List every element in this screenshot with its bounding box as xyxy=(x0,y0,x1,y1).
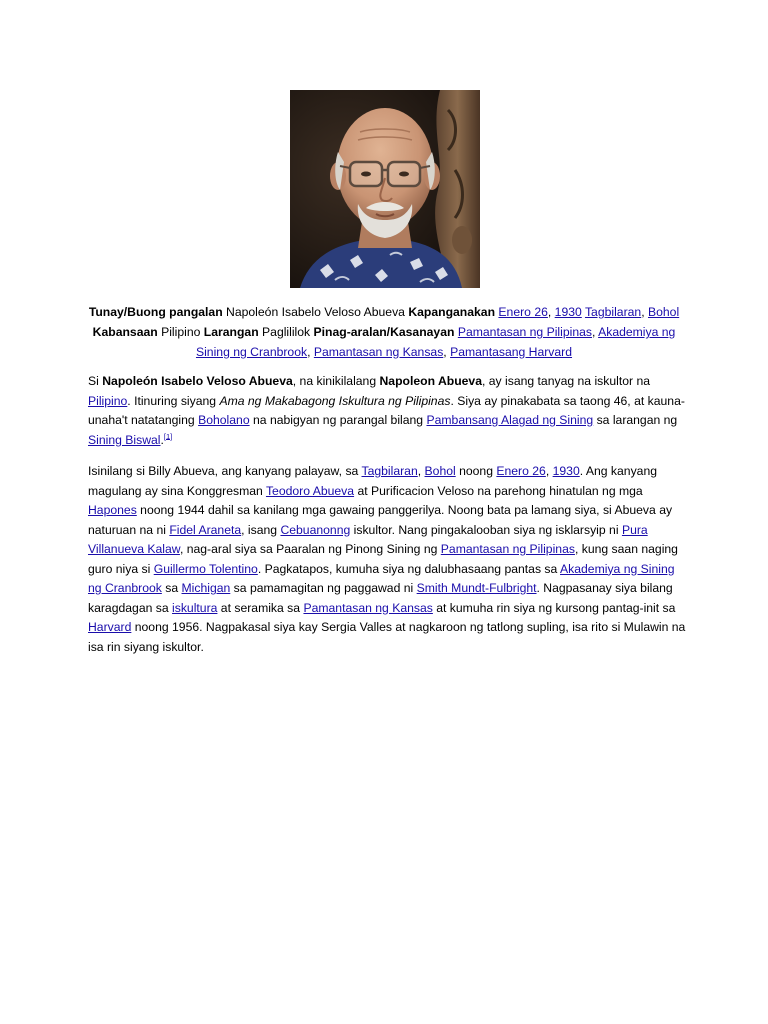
p1-text: . Siya ay pinakabata sa taong 46, at kauna-unaha't natatanging xyxy=(88,393,685,427)
education-link-up[interactable]: Pamantasan ng Pilipinas xyxy=(457,325,592,339)
p1-text: Si xyxy=(88,374,103,388)
link-guillermo-tolentino[interactable]: Guillermo Tolentino xyxy=(153,561,258,576)
p2-text: iskultor. Nang pingakalooban siya ng isklarsyip ni xyxy=(350,522,622,537)
honorific-title: Ama ng Makabagong Iskultura ng Pilipinas xyxy=(219,393,451,408)
education-link-kansas[interactable]: Pamantasan ng Kansas xyxy=(313,345,444,359)
p2-text: noong xyxy=(455,464,497,478)
link-visual-arts[interactable]: Sining Biswal xyxy=(88,432,161,447)
subject-alias: Napoleon Abueva xyxy=(379,374,482,388)
reference-link-1[interactable]: [1] xyxy=(163,431,173,441)
portrait-photo xyxy=(290,90,480,288)
field-label: Larangan xyxy=(203,325,259,339)
link-michigan[interactable]: Michigan xyxy=(181,581,231,595)
p2-text: . Pagkatapos, kumuha siya ng dalubhasaang pantas sa xyxy=(257,561,561,576)
p1-text: . Itinuring siyang xyxy=(127,393,220,408)
link-teodoro-abueva[interactable]: Teodoro Abueva xyxy=(265,483,355,498)
birth-city-link[interactable]: Tagbilaran xyxy=(584,305,642,319)
birth-date-link[interactable]: Enero 26 xyxy=(498,305,548,319)
link-up[interactable]: Pamantasan ng Pilipinas xyxy=(440,542,575,556)
link-birth-year[interactable]: 1930 xyxy=(552,464,580,478)
p2-text: noong 1956. Nagpakasal siya kay Sergia Valles at nagkaroon ng tatlong supling, isa rito si Mulawin na isa rin siyang iskultor. xyxy=(88,620,686,654)
p1-text: , ay isang tanyag na iskultor na xyxy=(481,374,651,388)
full-name-label: Tunay/Buong pangalan xyxy=(88,305,223,319)
education-link-harvard[interactable]: Pamantasang Harvard xyxy=(450,345,573,359)
p2-text: , kung saan naging guro niya si xyxy=(88,542,678,576)
intro-paragraph xyxy=(88,372,688,450)
p1-text: , na kinikilalang xyxy=(292,374,380,388)
full-name-value: Napoleón Isabelo Veloso Abueva xyxy=(226,305,405,319)
subject-full-name: Napoleón Isabelo Veloso Abueva xyxy=(102,374,293,388)
birth-year-link[interactable]: 1930 xyxy=(554,305,582,319)
p2-text: noong 1944 dahil sa kanilang mga gawaing panggerilya. Noong bata pa lamang siya, si Abueva ay naturuan na ni xyxy=(88,503,673,537)
birth-province-link[interactable]: Bohol xyxy=(648,305,680,319)
nationality-label: Kabansaan xyxy=(92,325,158,339)
link-boholano[interactable]: Boholano xyxy=(198,413,250,427)
p2-text: . Ang kanyang magulang ay sina Konggresman xyxy=(88,464,657,498)
link-pura-villanueva-kalaw[interactable]: Pura Villanueva Kalaw xyxy=(88,522,648,556)
link-harvard[interactable]: Harvard xyxy=(88,620,132,634)
p2-text: at kumuha rin siya ng kursong pantag-init sa xyxy=(432,600,676,615)
p1-text: . xyxy=(160,432,164,447)
biography-paragraph xyxy=(88,462,688,657)
link-birth-date[interactable]: Enero 26 xyxy=(496,464,546,478)
field-value: Paglililok xyxy=(262,325,311,339)
infobox: Tunay/Buong pangalan Napoleón Isabelo Veloso Abueva Kapanganakan Enero 26, 1930 Tagbilaran, Bohol Kabansaan Pilipino Larangan Paglililok Pinag-aralan/Kasanayan Pamantasan ng Pilipinas, Akademiya ng Sining ng Cranbrook, Pamantasan ng Kansas, Pamantasang Harvard xyxy=(88,305,680,359)
link-fidel-araneta[interactable]: Fidel Araneta xyxy=(169,522,242,537)
link-national-artist[interactable]: Pambansang Alagad ng Sining xyxy=(426,413,594,427)
link-cebuanong[interactable]: Cebuanonng xyxy=(280,522,351,537)
link-hapones[interactable]: Hapones xyxy=(88,503,137,517)
education-label: Pinag-aralan/Kasanayan xyxy=(313,325,455,339)
p2-text: at Purificacion Veloso na parehong hinatulan ng mga xyxy=(354,483,643,498)
p1-text: na nabigyan ng parangal bilang xyxy=(249,413,427,427)
link-bohol[interactable]: Bohol xyxy=(424,464,456,478)
p2-text: , xyxy=(545,464,553,478)
p2-text: . Nagpasanay siya bilang karagdagan sa xyxy=(88,581,673,615)
p2-text: at seramika sa xyxy=(217,600,304,615)
link-cranbrook[interactable]: Akademiya ng Sining ng Cranbrook xyxy=(88,561,675,595)
education-link-cranbrook[interactable]: Akademiya ng Sining ng Cranbrook xyxy=(195,325,676,359)
nationality-value: Pilipino xyxy=(161,325,201,339)
link-tagbilaran[interactable]: Tagbilaran xyxy=(361,464,418,478)
link-pilipino[interactable]: Pilipino xyxy=(88,393,128,408)
p2-text: , isang xyxy=(241,522,281,537)
birth-label: Kapanganakan xyxy=(408,305,496,319)
link-kansas[interactable]: Pamantasan ng Kansas xyxy=(303,600,433,615)
p2-text: sa xyxy=(161,581,182,595)
link-iskultura[interactable]: iskultura xyxy=(172,600,218,615)
p1-text: sa larangan ng xyxy=(593,413,678,427)
p2-text: sa pamamagitan ng paggawad ni xyxy=(230,581,417,595)
link-smith-mundt-fulbright[interactable]: Smith Mundt-Fulbright xyxy=(416,581,537,595)
p2-text: Isinilang si Billy Abueva, ang kanyang palayaw, sa xyxy=(88,464,362,478)
p2-text: , xyxy=(417,464,425,478)
p2-text: , nag-aral siya sa Paaralan ng Pinong Sining ng xyxy=(179,542,441,556)
